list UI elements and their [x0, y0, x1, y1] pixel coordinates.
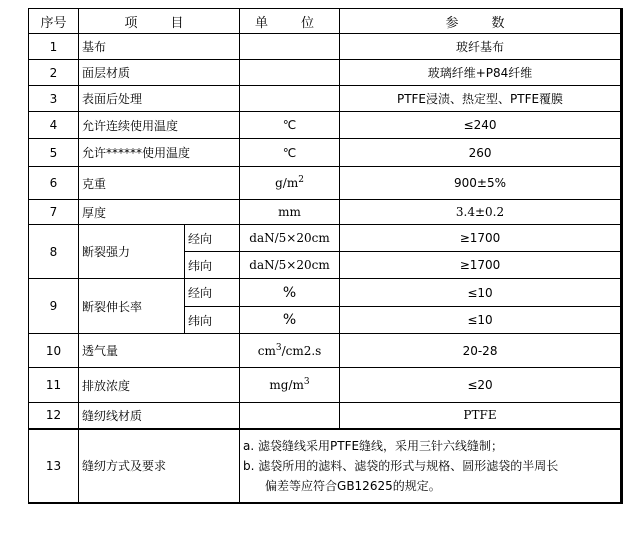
header-item: 项 目: [79, 9, 240, 34]
row-no: 12: [29, 403, 79, 429]
row-unit: [240, 60, 340, 86]
table-row: [29, 86, 622, 112]
table-row: [29, 429, 622, 503]
table-row: [29, 279, 622, 307]
row-subitem: 纬向: [185, 307, 240, 334]
table-row: [29, 368, 622, 403]
row-unit: [240, 403, 340, 429]
unit-sup: 3: [303, 377, 310, 387]
unit-tail: /cm2.s: [281, 343, 322, 358]
sewing-line-b-cont: 偏差等应符合GB12625的规定。: [265, 478, 441, 493]
row-item: 克重: [79, 167, 240, 200]
row-item: 基布: [79, 34, 240, 60]
row-value: ≥1700: [340, 252, 622, 279]
row-no: 11: [29, 368, 79, 403]
row-item: 断裂伸长率: [79, 279, 185, 334]
row-unit: [240, 368, 340, 403]
header-no: 序号: [29, 9, 79, 34]
row-item: 面层材质: [79, 60, 240, 86]
row-item: 厚度: [79, 200, 240, 225]
row-no: 1: [29, 34, 79, 60]
row-value: 20-28: [340, 334, 622, 368]
row-item: 表面后处理: [79, 86, 240, 112]
row-value: PTFE浸渍、热定型、PTFE覆膜: [340, 86, 622, 112]
row-no: 3: [29, 86, 79, 112]
row-value: 3.4±0.2: [340, 200, 622, 225]
row-unit: ℃: [240, 112, 340, 139]
row-subitem: 经向: [185, 225, 240, 252]
unit-base: g/m: [275, 176, 299, 190]
table-row: [29, 403, 622, 429]
row-no: 6: [29, 167, 79, 200]
row-no: 2: [29, 60, 79, 86]
row-value: ≥1700: [340, 225, 622, 252]
row-unit: %: [240, 307, 340, 334]
table-row: [29, 167, 622, 200]
header-param: 参 数: [340, 9, 622, 34]
row-no: 10: [29, 334, 79, 368]
table-row: [29, 139, 622, 167]
row-unit: %: [240, 279, 340, 307]
row-item: 断裂强力: [79, 225, 185, 279]
row-unit: [240, 167, 340, 200]
unit-base: cm: [257, 343, 276, 358]
row-item: 透气量: [79, 334, 240, 368]
row-unit: [240, 86, 340, 112]
sewing-line-a: a. 滤袋缝线采用PTFE缝线，采用三针六线缝制；: [243, 438, 504, 453]
table-row: [29, 225, 622, 252]
row-item: 缝纫方式及要求: [79, 429, 240, 503]
row-value: 玻纤基布: [340, 34, 622, 60]
row-value: ≤10: [340, 307, 622, 334]
table-row: [29, 334, 622, 368]
sewing-line-b: b. 滤袋所用的滤料、滤袋的形式与规格、圆形滤袋的半周长: [243, 458, 559, 473]
spec-table: [28, 8, 623, 504]
row-no: 7: [29, 200, 79, 225]
unit-sup: 2: [298, 175, 304, 185]
row-no: 8: [29, 225, 79, 279]
header-unit: 单 位: [240, 9, 340, 34]
row-value: ≤240: [340, 112, 622, 139]
row-unit: daN/5×20cm: [240, 252, 340, 279]
table-row: [29, 200, 622, 225]
row-item: 允许******使用温度: [79, 139, 240, 167]
row-subitem: 经向: [185, 279, 240, 307]
row-value: 260: [340, 139, 622, 167]
unit-sup: 3: [275, 342, 282, 353]
unit-base: mg/m: [269, 378, 304, 392]
row-no: 4: [29, 112, 79, 139]
row-no: 5: [29, 139, 79, 167]
row-unit: daN/5×20cm: [240, 225, 340, 252]
row-unit: [240, 334, 340, 368]
row-item: 缝纫线材质: [79, 403, 240, 429]
row-unit: ℃: [240, 139, 340, 167]
row-item: 允许连续使用温度: [79, 112, 240, 139]
row-value: 玻璃纤维+P84纤维: [340, 60, 622, 86]
row-item: 排放浓度: [79, 368, 240, 403]
sewing-requirements: [240, 429, 622, 503]
row-unit: [240, 34, 340, 60]
table-row: [29, 112, 622, 139]
row-value: ≤10: [340, 279, 622, 307]
row-subitem: 纬向: [185, 252, 240, 279]
row-value: PTFE: [340, 403, 622, 429]
row-no: 13: [29, 429, 79, 503]
row-value: ≤20: [340, 368, 622, 403]
row-unit: mm: [240, 200, 340, 225]
row-no: 9: [29, 279, 79, 334]
table-row: [29, 34, 622, 60]
row-value: 900±5%: [340, 167, 622, 200]
header-row: [29, 9, 622, 34]
table-row: [29, 60, 622, 86]
